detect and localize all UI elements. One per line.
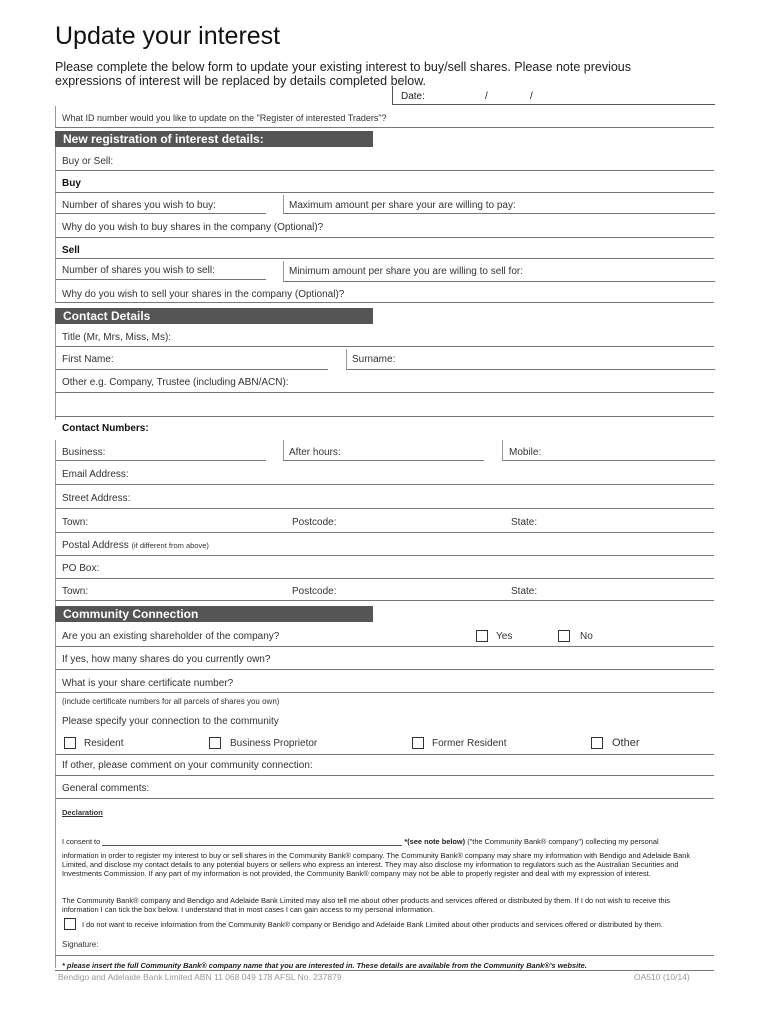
- company-name-input[interactable]: [102, 836, 402, 846]
- business-phone-label: Business:: [62, 447, 106, 458]
- title-label: Title (Mr, Mrs, Miss, Ms):: [62, 332, 172, 343]
- no-label: No: [580, 631, 593, 642]
- state-label: State:: [511, 517, 538, 528]
- state-2-label: State:: [511, 586, 538, 597]
- max-price-label: Maximum amount per share your are willing to pay:: [289, 200, 516, 211]
- consent-to-text: I consent to: [62, 837, 101, 846]
- postcode-2-label: Postcode:: [292, 586, 337, 597]
- sell-label: Sell: [62, 245, 80, 256]
- contact-numbers-label: Contact Numbers:: [62, 423, 149, 434]
- other-checkbox[interactable]: [591, 737, 603, 749]
- buy-or-sell-label: Buy or Sell:: [62, 156, 114, 167]
- max-price-input[interactable]: [283, 195, 715, 214]
- buy-label: Buy: [62, 178, 81, 189]
- intro-text: Please complete the below form to update your existing interest to buy/sell shares. Please note previous expressions of interest will be replaced by details completed below.: [55, 60, 632, 88]
- declaration-paragraph-1: information in order to register my interest to buy or sell shares in the Community Bank® company. The Community Bank® company may share my information with Bendigo and Adelaide Bank Limited, and disclose my contact details to any potential buyers or sellers who express an interest. They may also disclose my information to regulators such as the Australian Securities and Investments Commission. If any part of my information is not provided, the Community Bank® company may not be able to properly register and deal with my expression of interest.: [62, 851, 691, 878]
- min-price-input[interactable]: [283, 261, 715, 282]
- after-hours-label: After hours:: [289, 447, 341, 458]
- mobile-label: Mobile:: [509, 447, 542, 458]
- town-2-label: Town:: [62, 586, 89, 597]
- postal-address-note: (if different from above): [131, 541, 209, 550]
- certificate-number-label: What is your share certificate number?: [62, 678, 234, 689]
- optout-text: I do not want to receive information from the Community Bank® company or Bendigo and Adelaide Bank Limited about other products and services offered or distributed by them.: [82, 920, 663, 929]
- footer-company-info: Bendigo and Adelaide Bank Limited ABN 11 068 049 178 AFSL No. 237879: [58, 972, 342, 982]
- signature-input[interactable]: [110, 937, 714, 951]
- company-name-note: * please insert the full Community Bank® company name that you are interested in. These details are available from the Community Bank®'s website.: [62, 961, 587, 970]
- first-name-input[interactable]: [55, 349, 328, 370]
- yes-checkbox[interactable]: [476, 630, 488, 642]
- resident-label: Resident: [84, 738, 124, 749]
- signature-label: Signature:: [62, 940, 99, 949]
- optout-checkbox[interactable]: [64, 918, 76, 930]
- collecting-text: collecting my personal: [585, 837, 659, 846]
- see-note-text: *(see note below): [404, 837, 466, 846]
- num-shares-buy-input[interactable]: [55, 195, 266, 214]
- town-label: Town:: [62, 517, 89, 528]
- section-registration-header: New registration of interest details:: [55, 131, 373, 147]
- company-phrase: ("the Community Bank® company"): [467, 837, 584, 846]
- street-address-label: Street Address:: [62, 493, 131, 504]
- section-community-header: Community Connection: [55, 606, 373, 622]
- no-checkbox[interactable]: [558, 630, 570, 642]
- yes-label: Yes: [496, 631, 513, 642]
- date-separator-2: /: [530, 91, 533, 102]
- other-entity-input[interactable]: [55, 396, 714, 416]
- how-many-shares-label: If yes, how many shares do you currently own?: [62, 654, 271, 665]
- other-entity-label: Other e.g. Company, Trustee (including ABN/ACN):: [62, 377, 289, 388]
- declaration-heading: Declaration: [62, 808, 103, 817]
- former-resident-checkbox[interactable]: [412, 737, 424, 749]
- other-label: Other: [612, 737, 640, 749]
- date-field[interactable]: [392, 86, 715, 105]
- after-hours-input[interactable]: [283, 440, 484, 461]
- business-proprietor-label: Business Proprietor: [230, 738, 318, 749]
- general-comments-label: General comments:: [62, 783, 150, 794]
- num-shares-buy-label: Number of shares you wish to buy:: [62, 200, 216, 211]
- consent-line: [62, 836, 712, 846]
- if-other-label: If other, please comment on your community connection:: [62, 760, 313, 771]
- surname-label: Surname:: [352, 354, 396, 365]
- community-connection-label: Please specify your connection to the community: [62, 716, 279, 727]
- email-label: Email Address:: [62, 469, 129, 480]
- resident-checkbox[interactable]: [64, 737, 76, 749]
- first-name-label: First Name:: [62, 354, 114, 365]
- former-resident-label: Former Resident: [432, 738, 507, 749]
- page-title: Update your interest: [55, 22, 281, 50]
- section-contact-header: Contact Details: [55, 308, 373, 324]
- id-question: What ID number would you like to update on the "Register of interested Traders"?: [62, 113, 387, 123]
- why-sell-label: Why do you wish to sell your shares in the company (Optional)?: [62, 289, 345, 300]
- why-buy-label: Why do you wish to buy shares in the company (Optional)?: [62, 222, 324, 233]
- mobile-input[interactable]: [502, 440, 715, 461]
- footer-form-code: OA510 (10/14): [634, 972, 690, 982]
- business-phone-input[interactable]: [55, 440, 266, 461]
- min-price-label: Minimum amount per share you are willing to sell for:: [289, 266, 523, 277]
- id-number-input[interactable]: [460, 110, 710, 126]
- business-proprietor-checkbox[interactable]: [209, 737, 221, 749]
- certificate-note: (include certificate numbers for all parcels of shares you own): [62, 697, 280, 706]
- postcode-label: Postcode:: [292, 517, 337, 528]
- po-box-label: PO Box:: [62, 563, 100, 574]
- surname-input[interactable]: [346, 349, 715, 370]
- date-label: Date:: [401, 91, 425, 102]
- postal-address-label: Postal Address (if different from above): [62, 540, 209, 551]
- num-shares-sell-label: Number of shares you wish to sell:: [62, 265, 215, 276]
- existing-shareholder-label: Are you an existing shareholder of the company?: [62, 631, 280, 642]
- declaration-paragraph-2: The Community Bank® company and Bendigo and Adelaide Bank Limited may also tell me about other products and services offered or distributed by them. If I do not wish to receive this information I can tick the box below. I understand that in most cases I can gain access to my personal information.: [62, 896, 670, 914]
- date-separator-1: /: [485, 91, 488, 102]
- num-shares-sell-input[interactable]: [55, 261, 266, 280]
